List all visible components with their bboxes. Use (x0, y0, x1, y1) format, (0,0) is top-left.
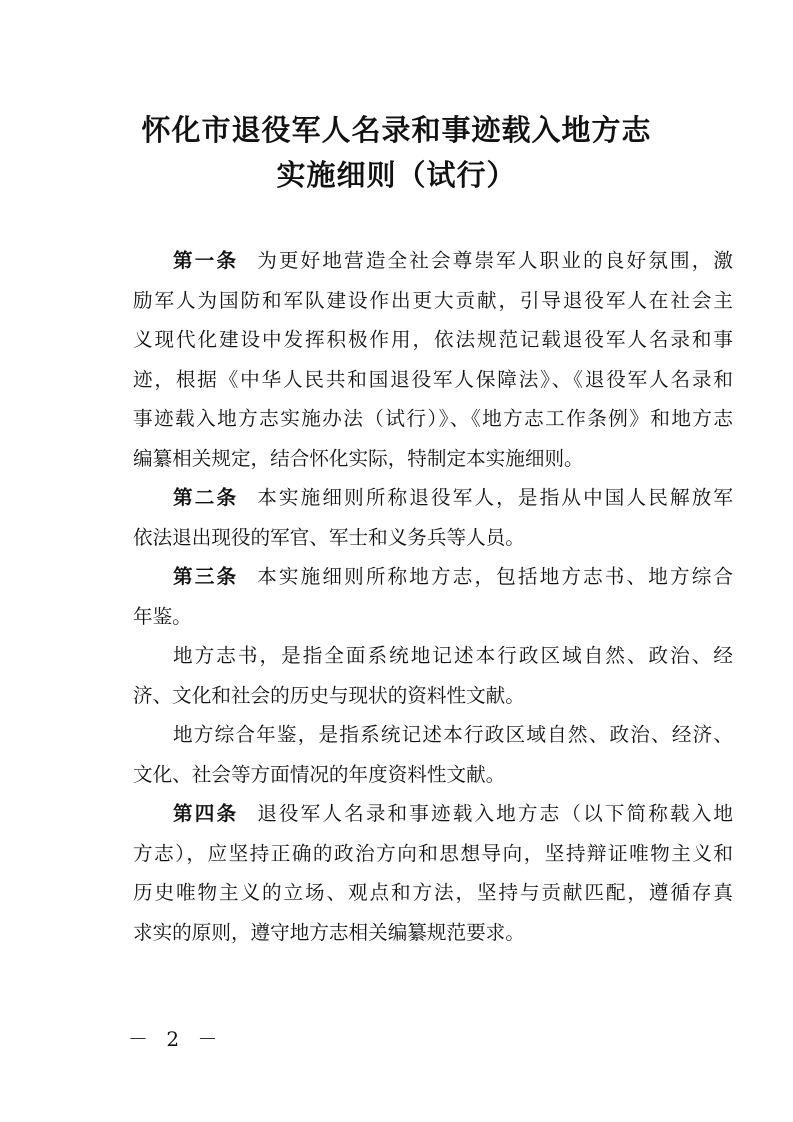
paragraph-line (133, 913, 733, 953)
line-text: 迹，根据《中华人民共和国退役军人保障法》、《退役军人名录和 (133, 367, 733, 391)
line-text: 编纂相关规定，结合怀化实际，特制定本实施细则。 (133, 446, 584, 470)
paragraph-line (133, 360, 733, 400)
document-title-line-1: 怀化市退役军人名录和事迹载入地方志 (141, 113, 652, 147)
paragraph-line (133, 597, 733, 637)
paragraph-line (133, 636, 733, 676)
paragraph-line (133, 281, 733, 321)
paragraph-line (133, 873, 733, 913)
line-text: 地方志书，是指全面系统地记述本行政区域自然、政治、经 (173, 644, 733, 667)
line-text: 方志），应坚持正确的政治方向和思想导向，坚持辩证唯物主义和 (133, 841, 733, 865)
line-text: 求实的原则，遵守地方志相关编纂规范要求。 (133, 920, 525, 944)
paragraph-line (133, 557, 733, 597)
paragraph-line (133, 439, 733, 479)
page-number: － 2 － (128, 1027, 224, 1051)
article-label: 第二条 (173, 486, 239, 509)
paragraph-line (133, 834, 733, 874)
paragraph-line (133, 715, 733, 755)
line-text: 事迹载入地方志实施办法（试行）》、《地方志工作条例》和地方志 (133, 407, 733, 430)
line-text: 年鉴。 (133, 604, 192, 628)
line-text: 历史唯物主义的立场、观点和方法，坚持与贡献匹配，遵循存真 (133, 881, 733, 904)
line-text: 义现代化建设中发挥积极作用，依法规范记载退役军人名录和事 (133, 328, 733, 351)
line-text: 地方综合年鉴，是指系统记述本行政区域自然、政治、经济、 (173, 723, 733, 746)
article-paragraph (133, 794, 733, 952)
paragraph-line (133, 518, 733, 558)
paragraph-line (133, 755, 733, 795)
article-paragraph (133, 715, 733, 794)
line-text: 本实施细则所称退役军人，是指从中国人民解放军 (257, 486, 734, 509)
article-label: 第一条 (173, 249, 239, 272)
line-text: 文化、社会等方面情况的年度资料性文献。 (133, 762, 506, 786)
paragraph-line (133, 320, 733, 360)
paragraph-line (133, 478, 733, 518)
line-text: 励军人为国防和军队建设作出更大贡献，引导退役军人在社会主 (133, 288, 733, 312)
article-paragraph (133, 241, 733, 478)
line-text: 依法退出现役的军官、军士和义务兵等人员。 (133, 525, 525, 549)
document-body (133, 241, 733, 952)
paragraph-line (133, 399, 733, 439)
line-text: 本实施细则所称地方志，包括地方志书、地方综合 (257, 565, 734, 588)
article-paragraph (133, 636, 733, 715)
article-label: 第四条 (173, 802, 239, 825)
document-title-line-2: 实施细则（试行） (276, 158, 517, 192)
line-text: 退役军人名录和事迹载入地方志（以下简称载入地 (257, 802, 734, 825)
article-label: 第三条 (173, 565, 239, 588)
article-paragraph (133, 478, 733, 557)
article-paragraph (133, 557, 733, 636)
paragraph-line (133, 676, 733, 716)
paragraph-line (133, 241, 733, 281)
paragraph-line (133, 794, 733, 834)
line-text: 济、文化和社会的历史与现状的资料性文献。 (133, 683, 525, 707)
line-text: 为更好地营造全社会尊崇军人职业的良好氛围，激 (257, 249, 734, 272)
